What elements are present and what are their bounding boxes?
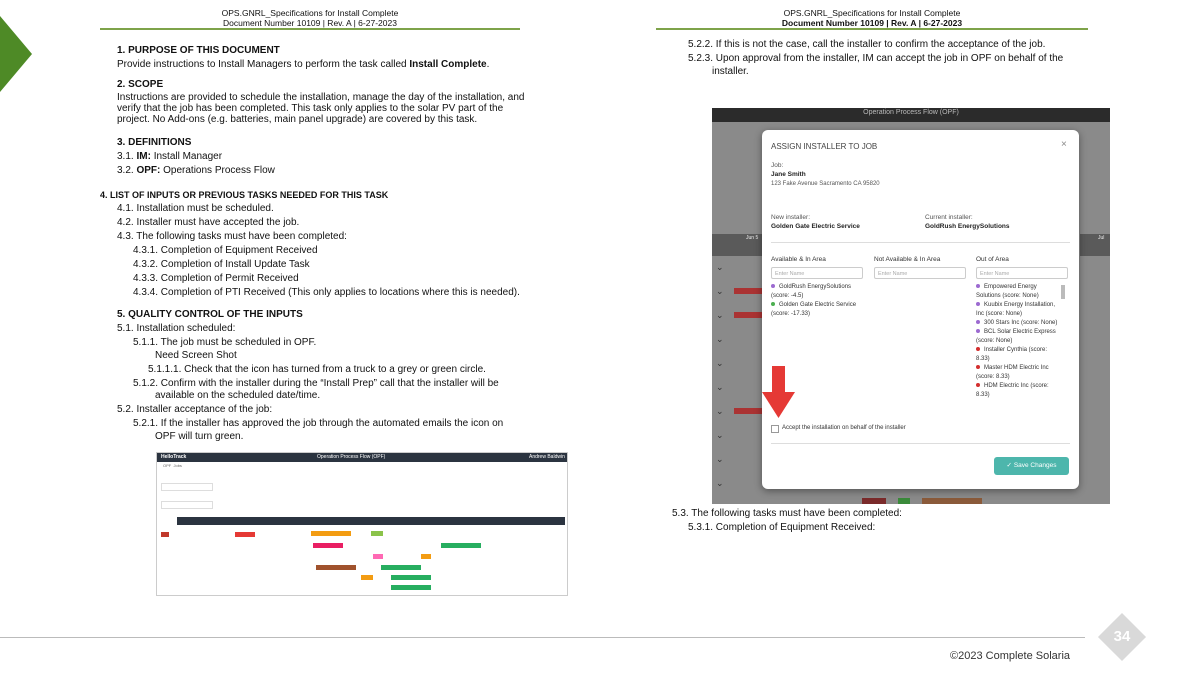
installer-option-goldrush[interactable] (771, 283, 863, 301)
s5-item: 5.2. Installer acceptance of the job: (117, 404, 273, 415)
installer-option[interactable] (976, 301, 1060, 319)
not-available-search-input[interactable]: Enter Name (874, 267, 966, 279)
save-changes-button[interactable]: ✓ Save Changes (994, 457, 1069, 475)
installer-option-golden-gate[interactable] (771, 301, 863, 319)
s5-item: 5.1. Installation scheduled: (117, 323, 236, 334)
status-dot (976, 302, 980, 306)
current-installer-label: Current installer: (925, 214, 973, 221)
header-doc-number: Document Number 10109 | Rev. A | 6-27-2023 (223, 18, 397, 28)
page-number: 34 (1113, 628, 1131, 645)
gantt-bar (441, 543, 481, 548)
left-page-header (100, 8, 520, 28)
s2-line: Instructions are provided to schedule the installation, manage the day of the installation, and (117, 92, 525, 103)
gantt-bar (371, 531, 383, 536)
s5-subitem: 5.2.1. If the installer has approved the job through the automated emails the icon on (133, 418, 504, 429)
installer-option-label: HDM Electric Inc (score: 8.33) (976, 383, 1049, 398)
status-dot (771, 302, 775, 306)
gantt-rows (161, 527, 565, 593)
chevron-down-icon[interactable]: ⌄ (716, 478, 724, 488)
header-code: OPS.GNRL_Specifications for (783, 8, 898, 18)
definition-opf (117, 164, 275, 178)
installer-option-label: Golden Gate Electric Service (score: -17.33) (771, 302, 857, 317)
s4-subitem: 4.3.2. Completion of Install Update Task (133, 259, 310, 270)
def-num: 3.2. (117, 165, 137, 176)
section-1-text (117, 58, 489, 72)
status-dot (976, 320, 980, 324)
installer-option-label: Kuubix Energy Installation, Inc (score: None) (976, 302, 1056, 317)
s5-item: 5.3. The following tasks must have been completed: (672, 508, 902, 519)
new-installer-label: New installer: (771, 214, 811, 221)
chevron-down-icon[interactable]: ⌄ (716, 334, 724, 344)
search-input[interactable] (161, 501, 213, 509)
out-of-area-search-input[interactable]: Enter Name (976, 267, 1068, 279)
job-name: Jane Smith (771, 171, 806, 178)
s5-note: Need Screen Shot (155, 350, 237, 361)
header-task: Install Complete (899, 8, 961, 18)
gantt-bar (734, 312, 762, 318)
s5-subitem: 5.2.2. If this is not the case, call the installer to confirm the acceptance of the job. (688, 39, 1046, 50)
s5-subitem: 5.1.1. The job must be scheduled in OPF. (133, 337, 317, 348)
accept-on-behalf-label: Accept the installation on behalf of the installer (782, 425, 906, 431)
def-term: OPF: (136, 165, 161, 176)
s1-task-name: Install Complete (409, 59, 487, 70)
tab-jobs[interactable]: Jobs (173, 463, 182, 468)
status-dot (976, 329, 980, 333)
out-of-area-column-title: Out of Area (976, 256, 1009, 263)
s1-text: Provide instructions to Install Managers to perform the task called (117, 59, 410, 70)
s5-subitem: 5.2.3. Upon approval from the installer, IM can accept the job in OPF on behalf of the (688, 53, 1064, 64)
gantt-bar (361, 575, 373, 580)
installer-option[interactable] (976, 382, 1060, 400)
app-top-bar (157, 453, 567, 462)
grid-month: Jun 5 (746, 235, 759, 241)
gantt-bar (311, 531, 351, 536)
app-tabs (157, 462, 567, 469)
accept-on-behalf-checkbox[interactable] (771, 425, 779, 433)
right-page-header (656, 8, 1088, 28)
status-dot (976, 383, 980, 387)
chevron-down-icon[interactable]: ⌄ (716, 430, 724, 440)
installer-option-label: Empowered Energy Solutions (score: None) (976, 284, 1039, 299)
modal-title: ASSIGN INSTALLER TO JOB (771, 142, 878, 151)
s5-subitem-cont: OPF will turn green. (155, 431, 244, 442)
installer-option-label: Installer Cynthia (score: 8.33) (976, 347, 1048, 362)
gantt-bar (421, 554, 431, 559)
assign-installer-modal (762, 130, 1079, 489)
chevron-down-icon[interactable]: ⌄ (716, 454, 724, 464)
gantt-bar (862, 498, 886, 504)
installer-option[interactable] (976, 364, 1060, 382)
filter-input[interactable] (161, 483, 213, 491)
s4-item: 4.3. The following tasks must have been completed: (117, 231, 347, 242)
gantt-bar (391, 575, 431, 580)
header-task: Install Complete (337, 8, 399, 18)
header-doc-number: Document Number 10109 | Rev. A | 6-27-2023 (781, 18, 963, 28)
right-header-rule (656, 28, 1088, 30)
s1-period: . (486, 59, 490, 70)
opf-title-bar: Operation Process Flow (OPF) (712, 108, 1110, 122)
section-2-text (117, 92, 524, 125)
gantt-bar (381, 565, 421, 570)
s5-subitem: 5.1.2. Confirm with the installer during the “Install Prep” call that the installer will be (133, 378, 499, 389)
red-down-arrow-icon (762, 366, 796, 420)
job-label: Job: (771, 162, 784, 169)
chevron-down-icon[interactable]: ⌄ (716, 382, 724, 392)
status-dot (771, 284, 775, 288)
close-icon[interactable]: × (1061, 139, 1067, 150)
job-address: 123 Fake Avenue Sacramento CA 95820 (771, 181, 880, 187)
installer-option[interactable] (976, 346, 1060, 364)
grid-month: Jul (1098, 235, 1105, 241)
header-code: OPS.GNRL_Specifications for (221, 8, 336, 18)
opf-screenshot (156, 452, 568, 596)
section-4-title: 4. LIST OF INPUTS OR PREVIOUS TASKS NEEDED FOR THIS TASK (100, 190, 389, 200)
gantt-bar (734, 408, 762, 414)
divider (771, 242, 1070, 243)
s2-line: project. No Add-ons (e.g. batteries, main panel upgrade) are covered by this task. (117, 114, 478, 125)
gantt-bar (734, 288, 762, 294)
s4-subitem: 4.3.4. Completion of PTI Received (This only applies to locations where this is needed). (133, 287, 520, 298)
gantt-bar (313, 543, 343, 548)
chevron-down-icon[interactable]: ⌄ (716, 310, 724, 320)
chevron-down-icon[interactable]: ⌄ (716, 286, 724, 296)
installer-option-label: GoldRush EnergySolutions (score: -4.5) (771, 284, 852, 299)
not-available-column-title: Not Available & In Area (874, 256, 941, 263)
gantt-bar (898, 498, 910, 504)
section-5-title: 5. QUALITY CONTROL OF THE INPUTS (117, 309, 303, 320)
new-installer-value: Golden Gate Electric Service (771, 223, 860, 230)
table-header (177, 517, 565, 525)
available-list (771, 283, 863, 319)
s5-subitem-cont: installer. (712, 66, 749, 77)
grid-header (712, 234, 762, 256)
available-search-input[interactable]: Enter Name (771, 267, 863, 279)
s5-subsubitem: 5.1.1.1. Check that the icon has turned from a truck to a grey or green circle. (148, 364, 486, 375)
s4-subitem: 4.3.3. Completion of Permit Received (133, 273, 299, 284)
available-column-title: Available & In Area (771, 256, 826, 263)
gantt-bar (391, 585, 431, 590)
section-1-title: 1. PURPOSE OF THIS DOCUMENT (117, 45, 280, 56)
installer-option[interactable] (976, 283, 1060, 301)
installer-option[interactable] (976, 319, 1060, 328)
out-of-area-list (976, 283, 1060, 423)
gantt-bar (922, 498, 982, 504)
app-logo: HelloTrack (161, 454, 187, 460)
chevron-down-icon[interactable]: ⌄ (716, 406, 724, 416)
chevron-down-icon[interactable]: ⌄ (716, 358, 724, 368)
def-text: Install Manager (150, 151, 223, 162)
copyright: ©2023 Complete Solaria (950, 650, 1071, 662)
chevron-down-icon[interactable]: ⌄ (716, 262, 724, 272)
left-header-rule (100, 28, 520, 30)
def-num: 3.1. (117, 151, 137, 162)
s4-item: 4.1. Installation must be scheduled. (117, 203, 274, 214)
tab-opf[interactable]: OPF (163, 463, 172, 468)
installer-option-label: Master HDM Electric Inc (score: 8.33) (976, 365, 1049, 380)
user-name: Andrew Baldwin (529, 454, 565, 460)
definition-im (117, 150, 222, 164)
section-2-title: 2. SCOPE (117, 79, 164, 90)
s2-line: verify that the job has been completed. This task only applies to the solar PV part of the (117, 103, 504, 114)
row-icon (161, 532, 169, 537)
save-button-label: Save Changes (1013, 462, 1057, 469)
status-dot (976, 284, 980, 288)
status-dot (976, 365, 980, 369)
app-title: Operation Process Flow (OPF) (317, 454, 386, 460)
footer-rule (0, 637, 1085, 638)
scrollbar[interactable] (1061, 285, 1065, 299)
assign-installer-screenshot (712, 108, 1110, 504)
red-arrow-marker (235, 532, 255, 537)
divider (771, 443, 1070, 444)
green-arrow-decoration (0, 16, 32, 92)
current-installer-value: GoldRush EnergySolutions (925, 223, 1010, 230)
s4-item: 4.2. Installer must have accepted the job. (117, 217, 300, 228)
def-term: IM: (136, 151, 151, 162)
gantt-bar (316, 565, 356, 570)
def-text: Operations Process Flow (160, 165, 275, 176)
installer-option-label: 300 Stars Inc (score: None) (984, 320, 1058, 326)
grid-header-right (1080, 234, 1110, 256)
installer-option-label: BCL Solar Electric Express (score: None) (976, 329, 1056, 344)
s5-subitem-cont: available on the scheduled date/time. (155, 390, 321, 401)
status-dot (976, 347, 980, 351)
section-3-title: 3. DEFINITIONS (117, 137, 192, 148)
installer-option[interactable] (976, 328, 1060, 346)
s5-subitem: 5.3.1. Completion of Equipment Received: (688, 522, 876, 533)
s4-subitem: 4.3.1. Completion of Equipment Received (133, 245, 318, 256)
gantt-bar (373, 554, 383, 559)
